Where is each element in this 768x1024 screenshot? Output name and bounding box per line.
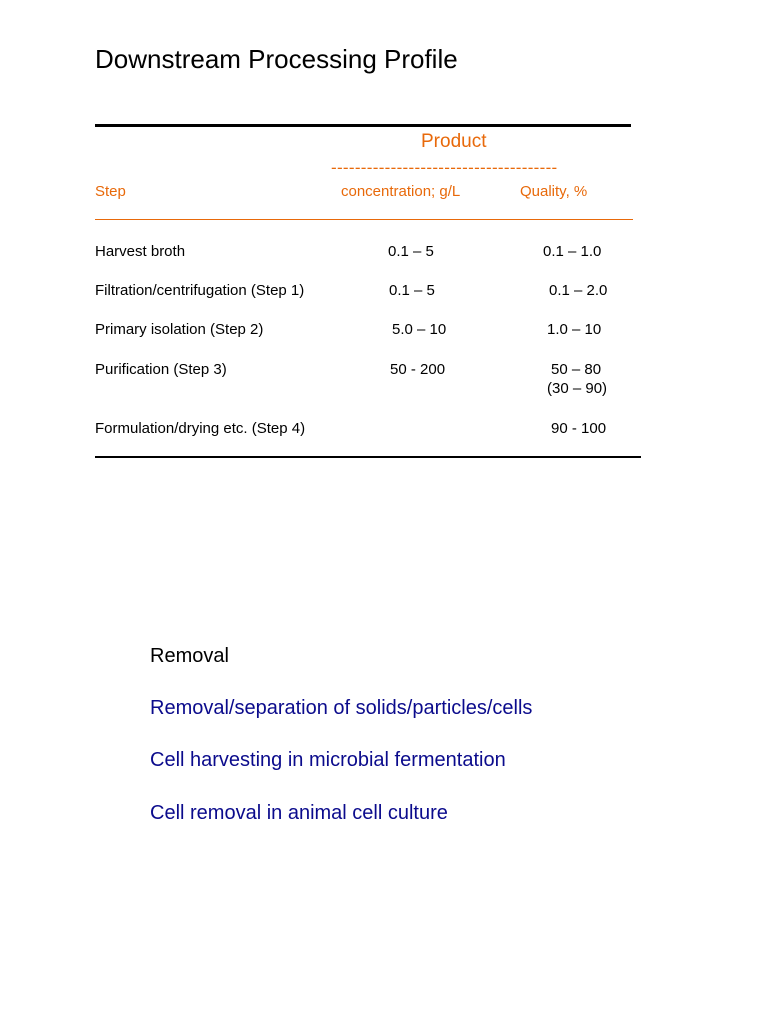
table-row-step: Filtration/centrifugation (Step 1) xyxy=(95,282,305,299)
removal-item: Removal/separation of solids/particles/cells xyxy=(150,697,533,719)
column-header-quality: Quality, % xyxy=(520,183,588,200)
table-row-quality: 0.1 – 1.0 xyxy=(543,243,602,260)
header-divider xyxy=(95,219,633,220)
table-row-concentration: 0.1 – 5 xyxy=(389,282,435,299)
table-row-step: Primary isolation (Step 2) xyxy=(95,321,264,338)
table-row-quality: 0.1 – 2.0 xyxy=(549,282,608,299)
removal-item: Cell removal in animal cell culture xyxy=(150,802,448,824)
removal-heading: Removal xyxy=(150,645,229,667)
product-group-dashes: -------------------------------------- xyxy=(331,158,558,177)
table-row-step: Harvest broth xyxy=(95,243,186,260)
removal-item: Cell harvesting in microbial fermentation xyxy=(150,749,506,771)
column-header-step: Step xyxy=(95,183,126,200)
table-row-quality: 1.0 – 10 xyxy=(547,321,602,338)
table-row-concentration: 50 - 200 xyxy=(390,361,446,378)
table-row-step: Formulation/drying etc. (Step 4) xyxy=(95,420,306,437)
table-row-quality: 50 – 80 xyxy=(551,361,602,378)
table-bottom-rule xyxy=(95,456,641,458)
product-group-header: Product xyxy=(421,131,487,152)
table-row-concentration: 0.1 – 5 xyxy=(388,243,434,260)
page-title: Downstream Processing Profile xyxy=(95,44,458,74)
table-row-quality-note: (30 – 90) xyxy=(547,380,608,397)
table-row-quality: 90 - 100 xyxy=(551,420,607,437)
title-underline xyxy=(95,124,631,127)
table-row-step: Purification (Step 3) xyxy=(95,361,227,378)
table-row-concentration: 5.0 – 10 xyxy=(392,321,447,338)
column-header-concentration: concentration; g/L xyxy=(341,183,461,200)
